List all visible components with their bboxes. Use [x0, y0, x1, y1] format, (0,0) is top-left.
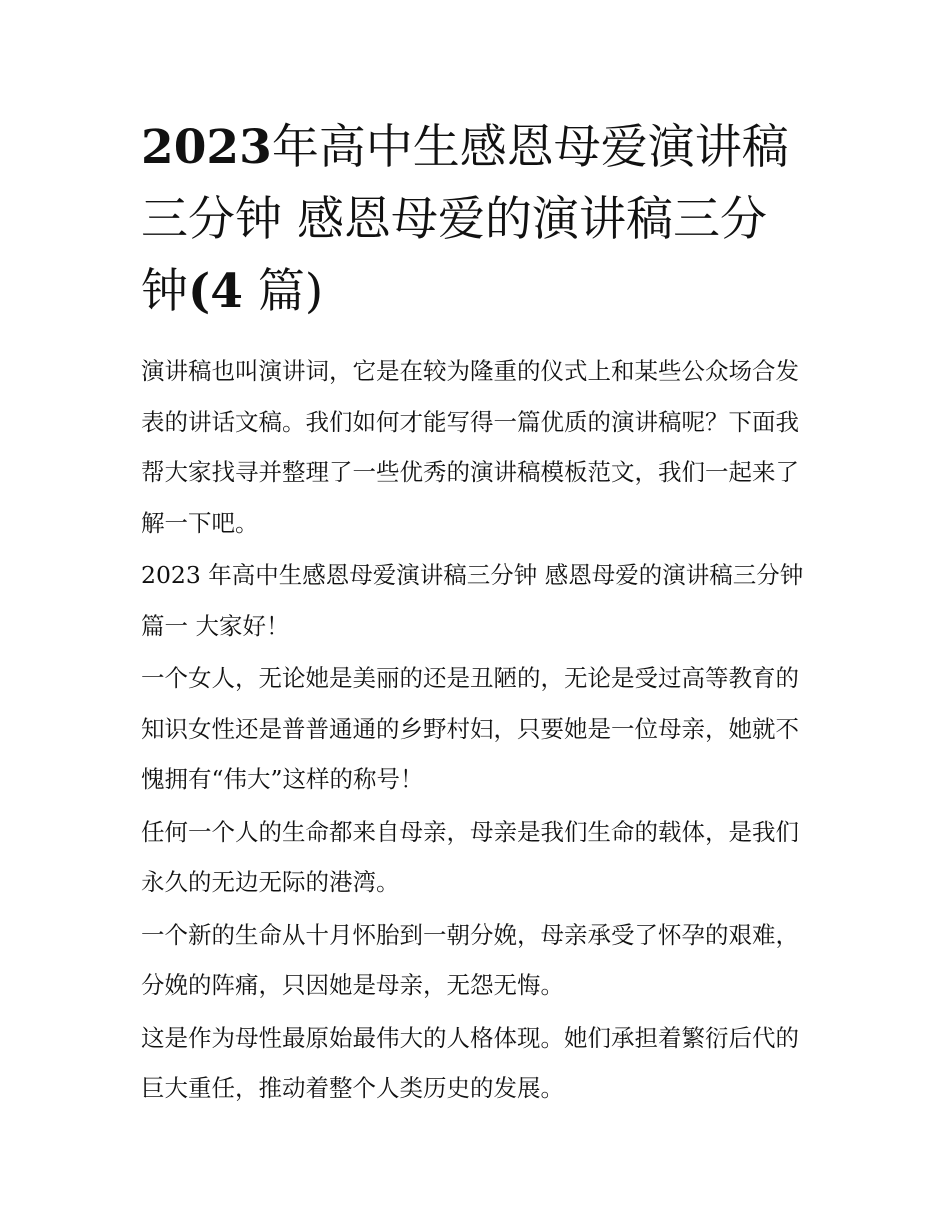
- document-body: [141, 346, 813, 1114]
- paragraph-heading-1: 2023 年高中生感恩母爱演讲稿三分钟 感恩母爱的演讲稿三分钟篇一 大家好！: [141, 561, 804, 640]
- paragraph: 这是作为母性最原始最伟大的人格体现。她们承担着繁衍后代的巨大重任，推动着整个人类历史的发展。: [141, 1023, 799, 1102]
- paragraph-intro: 演讲稿也叫演讲词，它是在较为隆重的仪式上和某些公众场合发表的讲话文稿。我们如何才能写得一篇优质的演讲稿呢？下面我帮大家找寻并整理了一些优秀的演讲稿模板范文，我们一起来了解一下吧。: [141, 357, 799, 537]
- title-count: (4: [188, 264, 243, 319]
- paragraph: 任何一个人的生命都来自母亲，母亲是我们生命的载体，是我们永久的无边无际的港湾。: [141, 817, 799, 896]
- document-content: [141, 112, 813, 1116]
- paragraph: 一个新的生命从十月怀胎到一朝分娩，母亲承受了怀孕的艰难，分娩的阵痛，只因她是母亲，无怨无悔。: [141, 920, 799, 999]
- title-suffix: 篇): [242, 264, 324, 319]
- title-year: 2023: [141, 120, 272, 175]
- document-title: [141, 112, 813, 328]
- title-main: 年高中生感恩母爱演讲稿三分钟 感恩母爱的演讲稿三分钟: [141, 120, 789, 319]
- paragraph: 一个女人，无论她是美丽的还是丑陋的，无论是受过高等教育的知识女性还是普普通通的乡野村妇，只要她是一位母亲，她就不愧拥有“伟大”这样的称号！: [141, 664, 799, 793]
